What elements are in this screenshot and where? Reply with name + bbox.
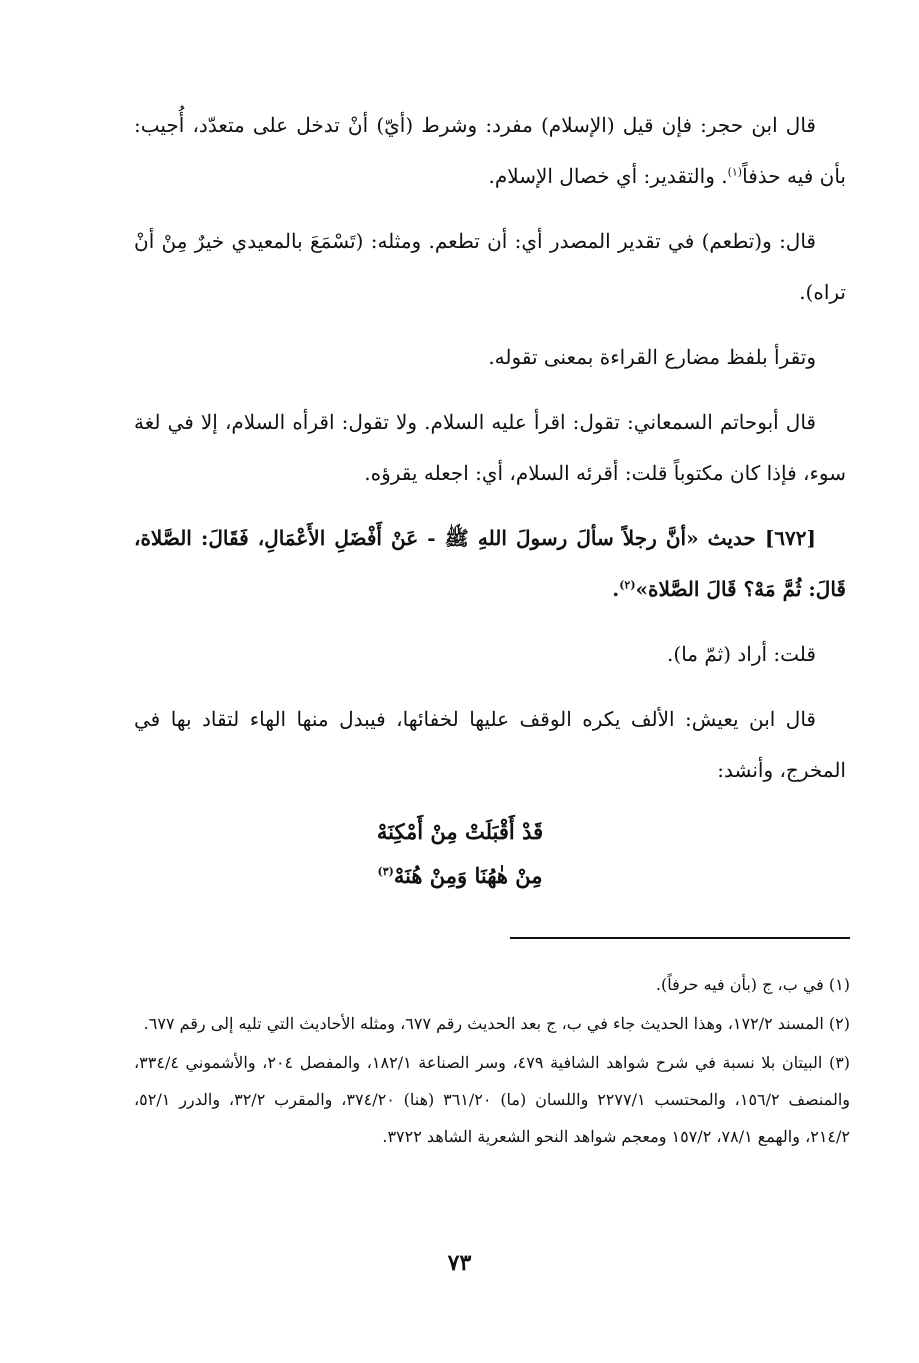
paragraph-text: وتقرأ بلفظ مضارع القراءة بمعنى تقوله. <box>488 345 816 369</box>
verse-line-1: قَدْ أَقْبَلَتْ مِنْ أَمْكِنَهْ <box>376 819 544 844</box>
paragraph-tail: . <box>612 577 620 601</box>
paragraph-tatam <box>134 216 846 318</box>
verse-line-2-text: مِنْ هٰهُنَا وَمِنْ هُنَهْ <box>393 863 543 888</box>
paragraph-text: قال ابن حجر: فإن قيل (الإسلام) مفرد: وشرط (أيّ) أنْ تدخل على متعدّد، أُجيب: بأن فيه حذفاً <box>134 113 846 188</box>
footnote-divider <box>510 937 850 939</box>
footnote-ref-2[interactable]: (٢) <box>619 578 636 592</box>
paragraph-ibn-hajar <box>134 100 846 202</box>
paragraph-taqra <box>134 332 846 383</box>
verse-line-2 <box>134 854 846 898</box>
footnote-ref-3[interactable]: (٣) <box>377 865 394 878</box>
footnote-ref-1[interactable]: (١) <box>727 165 743 179</box>
paragraph-text: قال: و(تطعم) في تقدير المصدر أي: أن تطعم. ومثله: (تَسْمَعَ بالمعيدي خيرٌ مِنْ أنْ تراه). <box>134 229 846 304</box>
page-number: ٧٣ <box>447 1250 472 1276</box>
footnote-2: (٢) المسند ١٧٢/٢، وهذا الحديث جاء في ب، ج بعد الحديث رقم ٦٧٧، ومثله الأحاديث التي تليه إلى رقم ٦٧٧. <box>143 1014 850 1033</box>
paragraph-text: قال أبوحاتم السمعاني: تقول: اقرأ عليه السلام. ولا تقول: اقرأه السلام، إلا في لغة سوء، فإذا كان مكتوباً قلت: أقرئه السلام، أي: اجعله يقرؤه. <box>134 410 846 485</box>
paragraph-abu-hatim <box>134 397 846 499</box>
poetry-verse <box>134 810 846 898</box>
paragraph-qultu <box>134 629 846 680</box>
paragraph-hadith-672 <box>134 513 846 615</box>
footnote-1: (١) في ب، ج (بأن فيه حرفاً). <box>655 975 850 994</box>
paragraph-text: قال ابن يعيش: الألف يكره الوقف عليها لخفائها، فيبدل منها الهاء لتقاد بها في المخرج، وأنشد: <box>134 707 846 782</box>
paragraph-text: قلت: أراد (ثمّ ما). <box>667 642 816 666</box>
main-text <box>134 100 846 898</box>
hadith-text: [٦٧٢] حديث «أنَّ رجلاً سألَ رسولَ اللهِ ﷺ - عَنْ أَفْضَلِ الأَعْمَالِ، فَقَالَ: الصَّلاة، قَالَ: ثُمَّ مَهْ؟ قَالَ الصَّلاة» <box>134 526 846 601</box>
footnote-3: (٣) البيتان بلا نسبة في شرح شواهد الشافية ٤٧٩، وسر الصناعة ١٨٢/١، والمفصل ٢٠٤، والأشموني ٣٣٤/٤، والمنصف ١٥٦/٢، والمحتسب ٢٢٧٧/١ واللسان (ما) ٣٦١/٢٠ (هنا) ٣٧٤/٢٠، والمقرب ٣٢/٢، والدرر ٥٢/١، ٢١٤/٢، والهمع ٧٨/١، ١٥٧/٢ ومعجم شواهد النحو الشعرية الشاهد ٣٧٢٢. <box>134 1053 851 1146</box>
paragraph-ibn-yaish <box>134 694 846 796</box>
paragraph-tail: . والتقدير: أي خصال الإسلام. <box>488 164 728 188</box>
footnotes-section <box>134 966 850 1157</box>
